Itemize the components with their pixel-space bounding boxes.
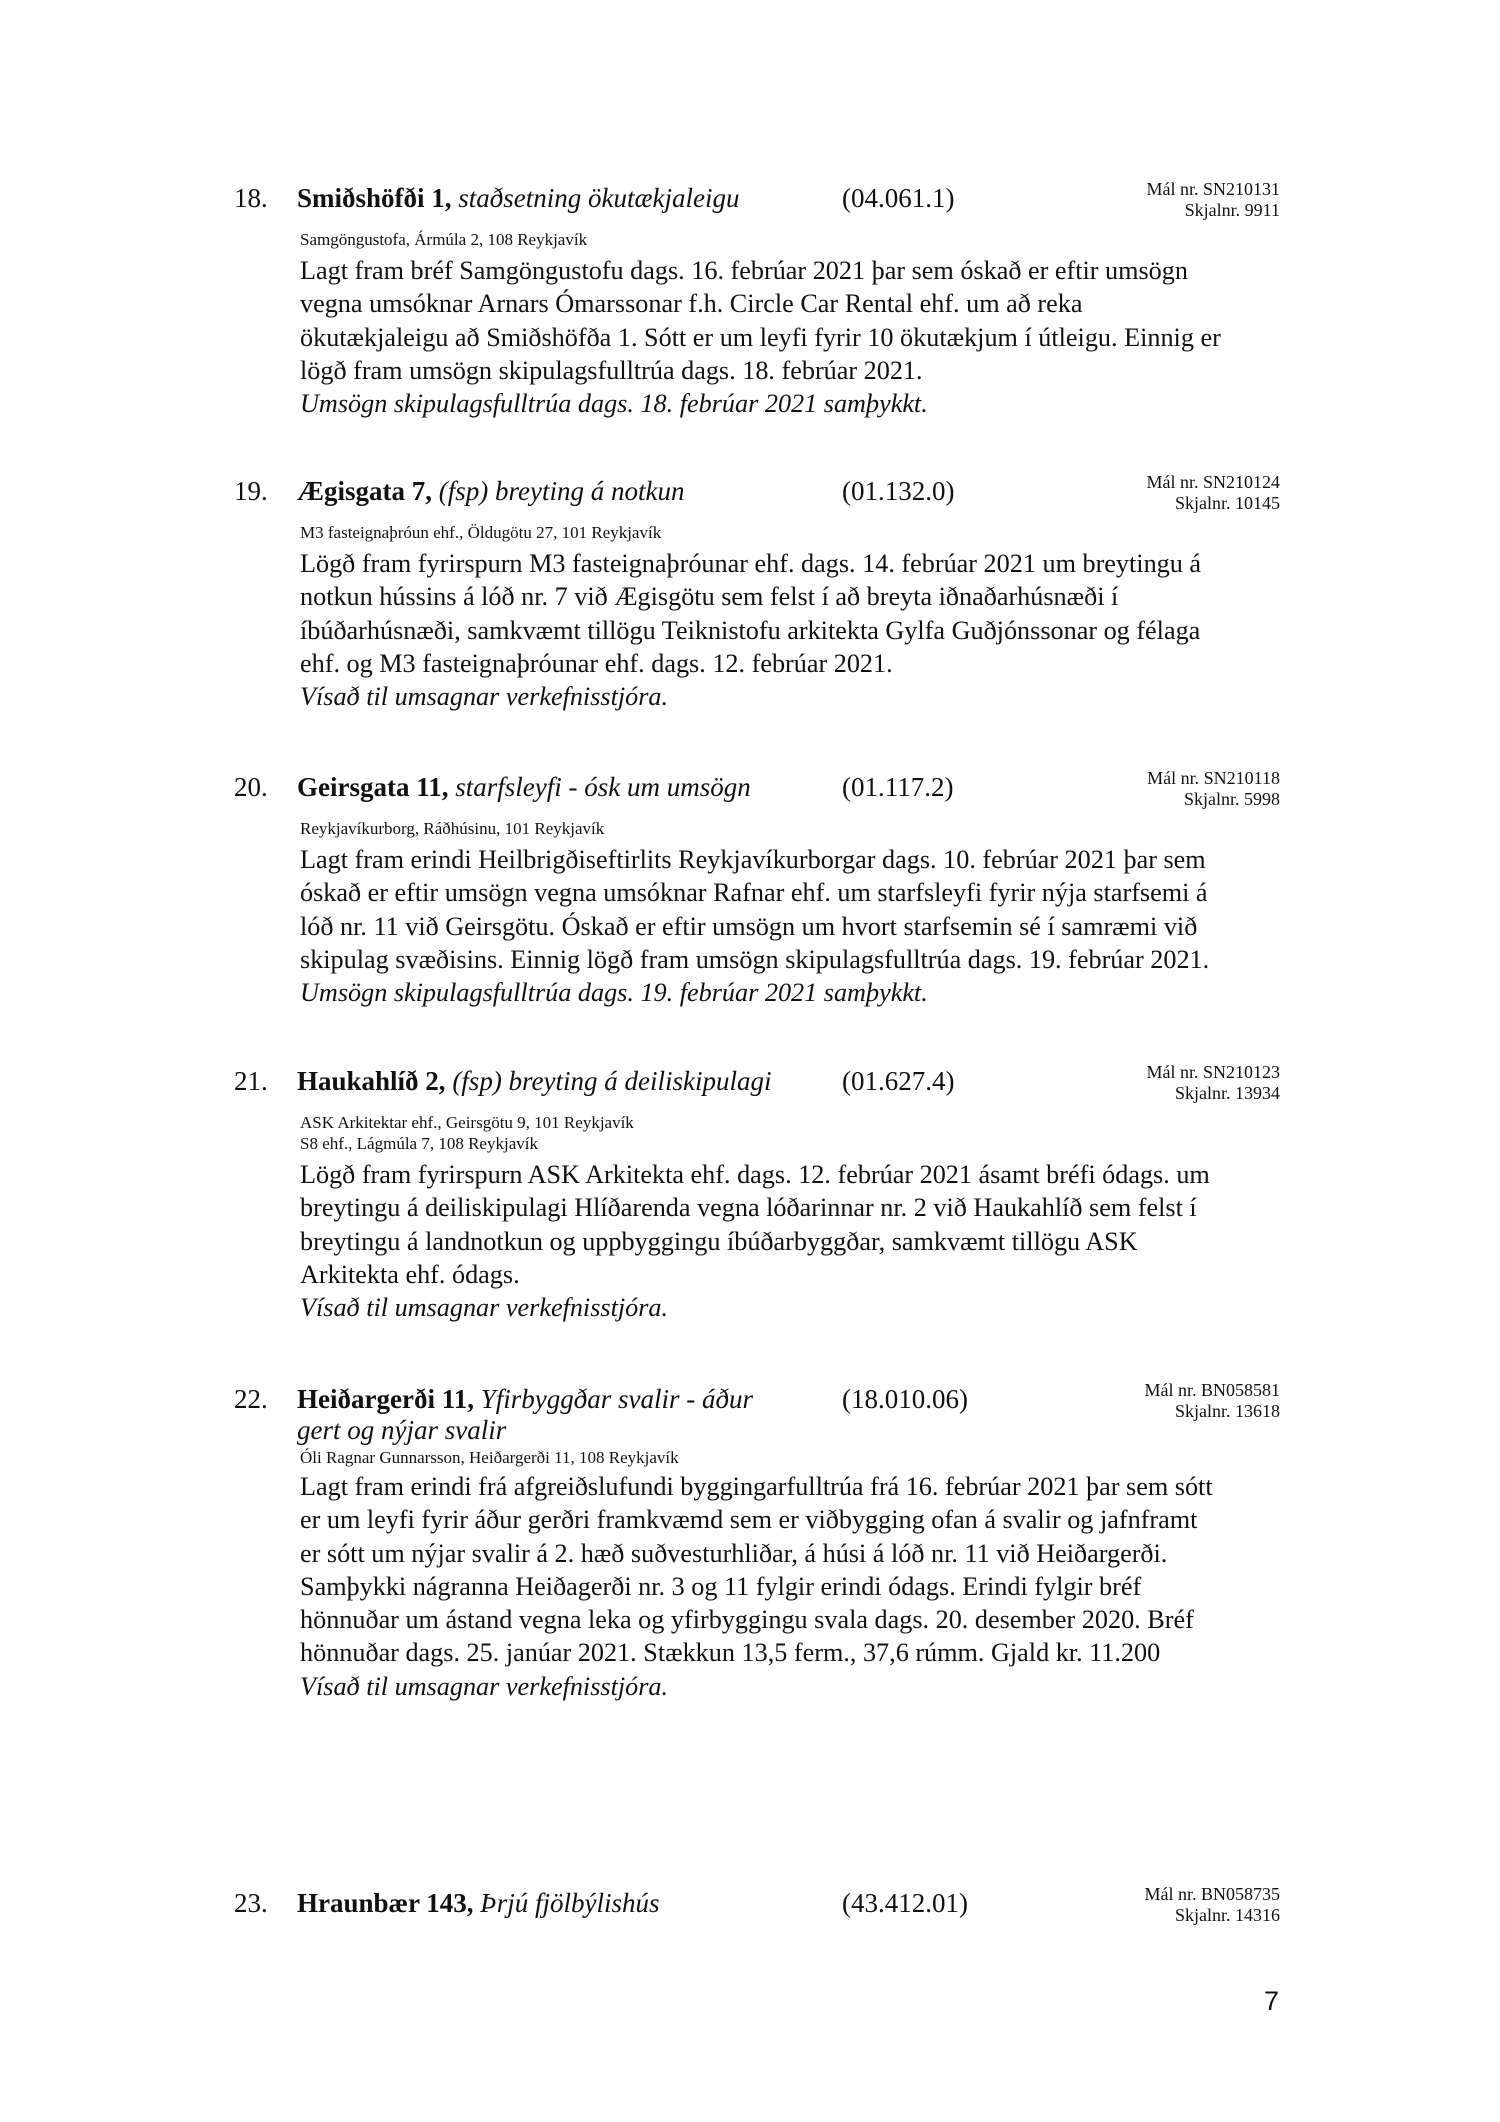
item-title [297, 1384, 792, 1446]
item-resolution: Vísað til umsagnar verkefnisstjóra. [300, 1293, 669, 1323]
item-body [300, 547, 1280, 713]
item-title [297, 476, 684, 507]
item-reference [1147, 768, 1280, 810]
body-line: vegna umsóknar Arnars Ómarssonar f.h. Circle Car Rental ehf. um að reka [300, 289, 1083, 319]
case-number: Mál nr. BN058581 [1144, 1380, 1280, 1400]
case-number: Mál nr. SN210131 [1146, 179, 1280, 199]
body-line: lóð nr. 11 við Geirsgötu. Óskað er eftir umsögn um hvort starfsemin sé í samræmi við [300, 911, 1198, 941]
item-reference [1144, 1380, 1280, 1422]
item-body [300, 1470, 1280, 1703]
item-title [297, 1888, 660, 1919]
body-line: breytingu á landnotkun og uppbyggingu íbúðarbyggðar, samkvæmt tillögu ASK [300, 1226, 1138, 1256]
item-reference [1146, 472, 1280, 514]
item-number: 18. [234, 183, 268, 213]
applicant: Reykjavíkurborg, Ráðhúsinu, 101 Reykjavík [300, 819, 605, 838]
applicant: M3 fasteignaþróun ehf., Öldugötu 27, 101 Reykjavík [300, 523, 662, 542]
page-number: 7 [1264, 1986, 1280, 2016]
item-subject: (fsp) breyting á deiliskipulagi [452, 1066, 772, 1096]
document-number: Skjalnr. 13618 [1174, 1401, 1280, 1421]
item-body [300, 254, 1280, 420]
item-reference [1144, 1884, 1280, 1926]
item-code: (43.412.01) [842, 1888, 968, 1918]
item-number: 19. [234, 476, 268, 506]
body-line: Lögð fram fyrirspurn M3 fasteignaþróunar ehf. dags. 14. febrúar 2021 um breytingu á [300, 549, 1202, 578]
case-number: Mál nr. BN058735 [1144, 1884, 1280, 1904]
body-line: Lagt fram erindi frá afgreiðslufundi byggingarfulltrúa frá 16. febrúar 2021 þar sem sótt [300, 1472, 1213, 1501]
body-line: hönnuðar um ástand vegna leka og yfirbyggingu svala dags. 20. desember 2020. Bréf [300, 1605, 1194, 1635]
item-body [300, 843, 1280, 1009]
body-line: íbúðarhúsnæði, samkvæmt tillögu Teiknistofu arkitekta Gylfa Guðjónssonar og félaga [300, 615, 1201, 645]
item-resolution: Vísað til umsagnar verkefnisstjóra. [300, 682, 669, 712]
document-number: Skjalnr. 13934 [1174, 1083, 1280, 1103]
body-line: ehf. og M3 fasteignaþróunar ehf. dags. 12. febrúar 2021. [300, 648, 893, 678]
item-number: 23. [234, 1888, 268, 1918]
applicant: Samgöngustofa, Ármúla 2, 108 Reykjavík [300, 230, 588, 249]
body-line: Lögð fram fyrirspurn ASK Arkitekta ehf. dags. 12. febrúar 2021 ásamt bréfi ódags. um [300, 1160, 1210, 1189]
item-code: (01.117.2) [842, 772, 954, 802]
body-line: breytingu á deiliskipulagi Hlíðarenda vegna lóðarinnar nr. 2 við Haukahlíð sem felst í [300, 1193, 1197, 1223]
body-line: notkun hússins á lóð nr. 7 við Ægisgötu sem felst í að breyta iðnaðarhúsnæði í [300, 582, 1119, 612]
item-street: Ægisgata 7, [297, 476, 432, 506]
document-number: Skjalnr. 14316 [1174, 1905, 1280, 1925]
body-line: er sótt um nýjar svalir á 2. hæð suðvesturhliðar, á húsi á lóð nr. 11 við Heiðargerði. [300, 1538, 1168, 1568]
item-subject: starfsleyfi - ósk um umsögn [455, 772, 751, 802]
item-code: (04.061.1) [842, 183, 955, 213]
item-code: (18.010.06) [842, 1384, 968, 1414]
item-title [297, 772, 751, 803]
body-line: ökutækjaleigu að Smiðshöfða 1. Sótt er um leyfi fyrir 10 ökutækjum í útleigu. Einnig er [300, 322, 1221, 352]
body-line: Lagt fram erindi Heilbrigðiseftirlits Reykjavíkurborgar dags. 10. febrúar 2021 þar sem [300, 845, 1206, 874]
item-subject: (fsp) breyting á notkun [438, 476, 685, 506]
item-body [300, 1158, 1280, 1324]
item-subject: Yfirbyggðar svalir - áður gert og nýjar svalir [297, 1384, 753, 1445]
applicant: Óli Ragnar Gunnarsson, Heiðargerði 11, 108 Reykjavík [300, 1448, 679, 1467]
case-number: Mál nr. SN210118 [1147, 768, 1280, 788]
item-street: Hraunbær 143, [297, 1888, 474, 1918]
item-street: Geirsgata 11, [297, 772, 449, 802]
body-line: óskað er eftir umsögn vegna umsóknar Rafnar ehf. um starfsleyfi fyrir nýja starfsemi á [300, 878, 1208, 908]
item-subject: staðsetning ökutækjaleigu [458, 183, 740, 213]
item-resolution: Umsögn skipulagsfulltrúa dags. 18. febrúar 2021 samþykkt. [300, 389, 928, 419]
document-number: Skjalnr. 5998 [1183, 789, 1280, 809]
item-code: (01.627.4) [842, 1066, 955, 1096]
case-number: Mál nr. SN210124 [1146, 472, 1280, 492]
body-line: skipulag svæðisins. Einnig lögð fram umsögn skipulagsfulltrúa dags. 19. febrúar 2021. [300, 944, 1210, 974]
item-code: (01.132.0) [842, 476, 955, 506]
item-street: Haukahlíð 2, [297, 1066, 446, 1096]
item-subject: Þrjú fjölbýlishús [480, 1888, 660, 1918]
case-number: Mál nr. SN210123 [1146, 1062, 1280, 1082]
item-title [297, 1066, 772, 1097]
item-number: 20. [234, 772, 268, 802]
item-street: Smiðshöfði 1, [297, 183, 452, 213]
item-reference [1146, 179, 1280, 221]
item-reference [1146, 1062, 1280, 1104]
body-line: hönnuðar dags. 25. janúar 2021. Stækkun 13,5 ferm., 37,6 rúmm. Gjald kr. 11.200 [300, 1638, 1161, 1668]
item-number: 21. [234, 1066, 268, 1096]
body-line: Lagt fram bréf Samgöngustofu dags. 16. febrúar 2021 þar sem óskað er eftir umsögn [300, 256, 1188, 285]
item-title [297, 183, 740, 214]
body-line: Samþykki nágranna Heiðagerði nr. 3 og 11 fylgir erindi ódags. Erindi fylgir bréf [300, 1571, 1142, 1601]
document-number: Skjalnr. 9911 [1184, 200, 1280, 220]
body-line: Arkitekta ehf. ódags. [300, 1259, 520, 1289]
item-resolution: Umsögn skipulagsfulltrúa dags. 19. febrúar 2021 samþykkt. [300, 978, 928, 1008]
applicant: S8 ehf., Lágmúla 7, 108 Reykjavík [300, 1134, 538, 1153]
document-number: Skjalnr. 10145 [1174, 493, 1280, 513]
body-line: lögð fram umsögn skipulagsfulltrúa dags. 18. febrúar 2021. [300, 355, 923, 385]
item-street: Heiðargerði 11, [297, 1384, 474, 1414]
body-line: er um leyfi fyrir áður gerðri framkvæmd sem er viðbygging ofan á svalir og jafnframt [300, 1505, 1198, 1535]
applicant: ASK Arkitektar ehf., Geirsgötu 9, 101 Reykjavík [300, 1113, 634, 1132]
item-resolution: Vísað til umsagnar verkefnisstjóra. [300, 1671, 669, 1701]
item-number: 22. [234, 1384, 268, 1414]
